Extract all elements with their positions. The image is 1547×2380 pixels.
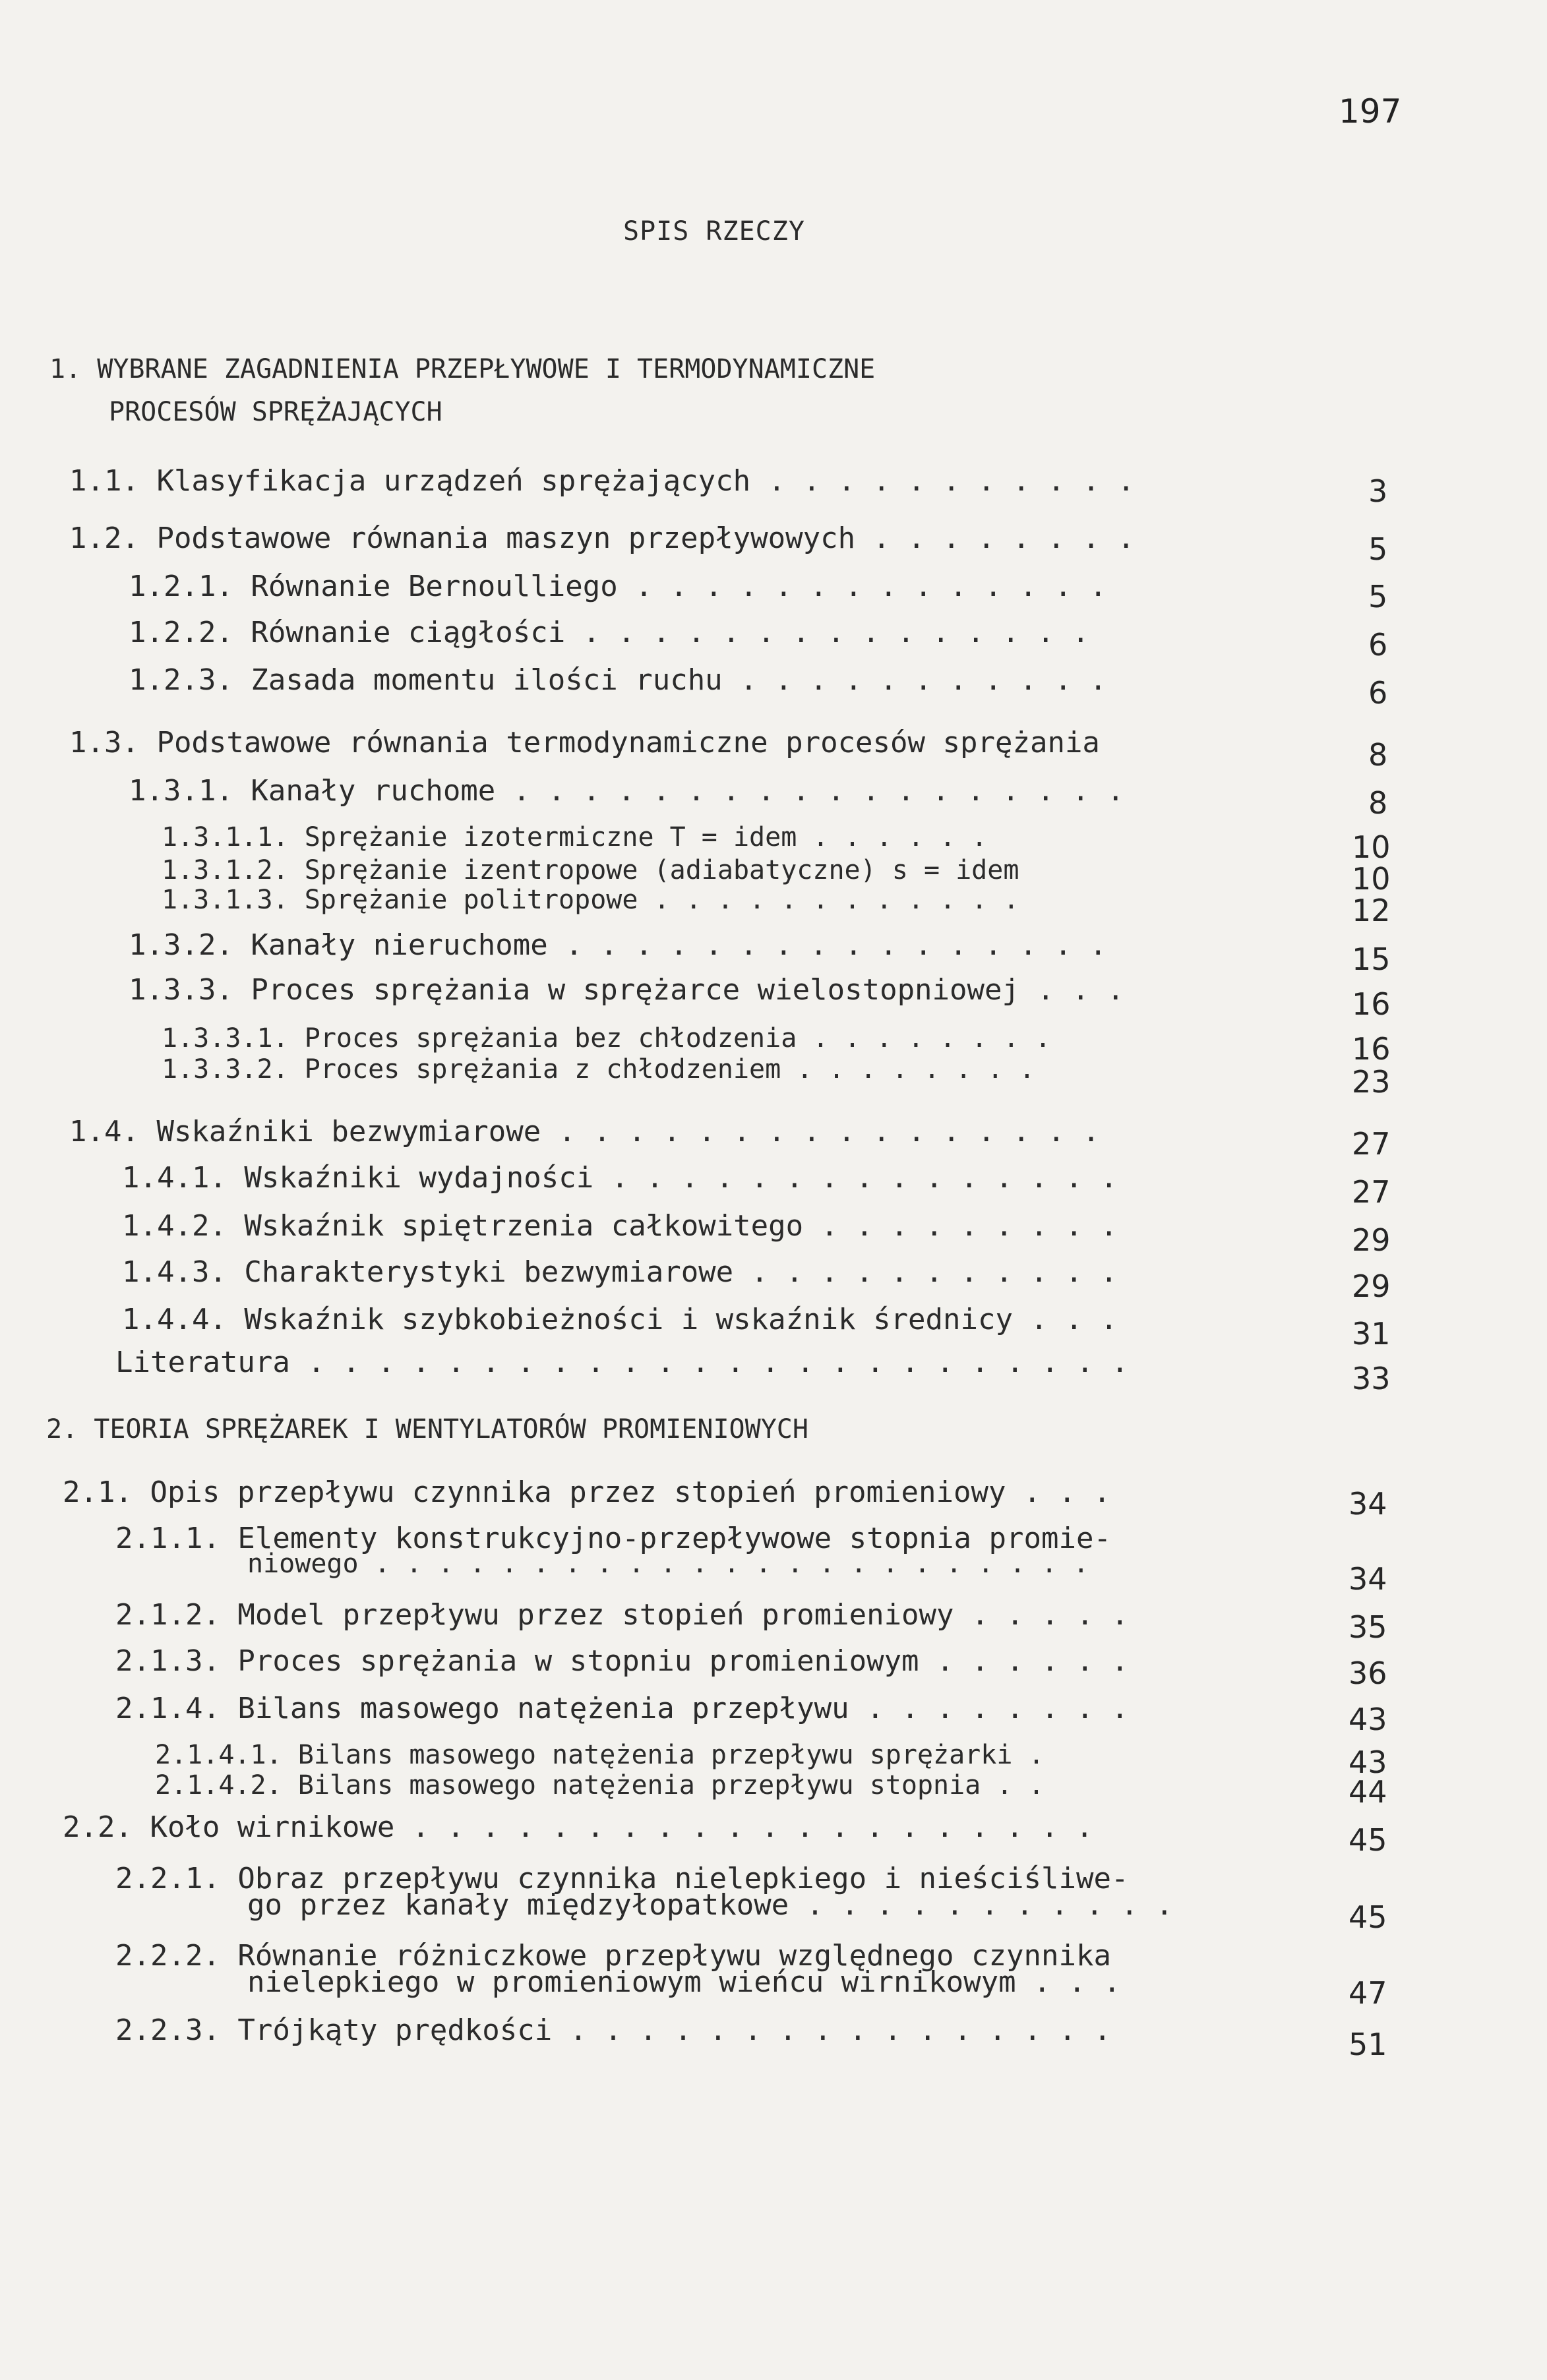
toc-entry: 1.4.3. Charakterystyki bezwymiarowe . . . . . . . . . . . bbox=[122, 1255, 1118, 1289]
toc-entry: 2.1.4.2. Bilans masowego natężenia przepływu stopnia . . bbox=[155, 1770, 1045, 1800]
page-number: 197 bbox=[1339, 92, 1402, 131]
toc-entry: 1.4.2. Wskaźnik spiętrzenia całkowitego . . . . . . . . . bbox=[122, 1209, 1118, 1243]
toc-entry: 1.2.3. Zasada momentu ilości ruchu . . . . . . . . . . . bbox=[129, 663, 1107, 697]
toc-entry: 2.1.3. Proces sprężania w stopniu promieniowym . . . . . . bbox=[115, 1644, 1129, 1678]
toc-page-number: 6 bbox=[1368, 627, 1388, 663]
toc-page-number: 16 bbox=[1352, 986, 1391, 1022]
toc-entry: 1.3.1.3. Sprężanie politropowe . . . . . . . . . . . . bbox=[162, 885, 1019, 915]
toc-entry: 1.2.1. Równanie Bernoulliego . . . . . . . . . . . . . . bbox=[129, 570, 1107, 603]
toc-entry-continued: niowego . . . . . . . . . . . . . . . . . . . . . . . bbox=[247, 1549, 1089, 1579]
toc-entry: 1.3.3.2. Proces sprężania z chłodzeniem . . . . . . . . bbox=[162, 1054, 1035, 1085]
toc-entry: 2.1.4. Bilans masowego natężenia przepływu . . . . . . . . bbox=[115, 1692, 1129, 1725]
toc-page-number: 45 bbox=[1349, 1899, 1387, 1935]
toc-page-number: 3 bbox=[1368, 473, 1388, 509]
toc-page-number: 31 bbox=[1352, 1316, 1391, 1352]
chapter-heading: 2. TEORIA SPRĘŻAREK I WENTYLATORÓW PROMIENIOWYCH bbox=[46, 1414, 808, 1444]
toc-page-number: 34 bbox=[1349, 1561, 1387, 1597]
chapter-heading-continued: PROCESÓW SPRĘŻAJĄCYCH bbox=[109, 397, 442, 427]
toc-entry: 1.2.2. Równanie ciągłości . . . . . . . . . . . . . . . bbox=[129, 616, 1089, 649]
toc-page-number: 5 bbox=[1368, 531, 1388, 567]
toc-page-number: 29 bbox=[1352, 1268, 1391, 1304]
toc-page-number: 15 bbox=[1352, 941, 1391, 977]
toc-entry: 1.3.1.1. Sprężanie izotermiczne T = idem . . . . . . bbox=[162, 822, 988, 852]
toc-page-number: 27 bbox=[1352, 1126, 1391, 1162]
toc-page-number: 34 bbox=[1349, 1486, 1387, 1522]
toc-page-number: 43 bbox=[1349, 1702, 1387, 1737]
toc-page-number: 5 bbox=[1368, 579, 1388, 614]
toc-entry: Literatura . . . . . . . . . . . . . . . . . . . . . . . . bbox=[115, 1346, 1129, 1379]
toc-page-number: 47 bbox=[1349, 1975, 1387, 2011]
toc-page-number: 12 bbox=[1352, 893, 1391, 928]
chapter-heading: 1. WYBRANE ZAGADNIENIA PRZEPŁYWOWE I TERMODYNAMICZNE bbox=[49, 354, 876, 384]
toc-entry: 1.3.1.2. Sprężanie izentropowe (adiabatyczne) s = idem bbox=[162, 855, 1019, 885]
toc-entry: 1.4.1. Wskaźniki wydajności . . . . . . . . . . . . . . . bbox=[122, 1161, 1118, 1195]
toc-page-number: 36 bbox=[1349, 1655, 1387, 1691]
toc-page-number: 33 bbox=[1352, 1361, 1391, 1396]
toc-page-number: 44 bbox=[1349, 1774, 1387, 1810]
toc-page-number: 27 bbox=[1352, 1174, 1391, 1210]
toc-page-number: 43 bbox=[1349, 1744, 1387, 1780]
toc-page-number: 35 bbox=[1349, 1609, 1387, 1645]
toc-page-number: 10 bbox=[1352, 829, 1391, 865]
toc-page-number: 6 bbox=[1368, 675, 1388, 711]
toc-entry: 1.3.3.1. Proces sprężania bez chłodzenia . . . . . . . . bbox=[162, 1023, 1051, 1054]
toc-page-number: 29 bbox=[1352, 1222, 1391, 1258]
page-title: SPIS RZECZY bbox=[623, 216, 805, 247]
toc-page-number: 8 bbox=[1368, 785, 1388, 821]
toc-page-number: 23 bbox=[1352, 1064, 1391, 1100]
toc-entry: 1.3.1. Kanały ruchome . . . . . . . . . . . . . . . . . . bbox=[129, 774, 1124, 808]
toc-entry: 1.3. Podstawowe równania termodynamiczne procesów sprężania bbox=[69, 726, 1100, 759]
toc-entry: 2.2. Koło wirnikowe . . . . . . . . . . . . . . . . . . . . bbox=[63, 1810, 1093, 1844]
toc-entry: 2.2.1. Obraz przepływu czynnika nielepkiego i nieściśliwe- bbox=[115, 1862, 1129, 1895]
toc-entry: 2.2.3. Trójkąty prędkości . . . . . . . . . . . . . . . . bbox=[115, 2013, 1111, 2047]
toc-entry: 1.3.3. Proces sprężania w sprężarce wielostopniowej . . . bbox=[129, 973, 1124, 1007]
toc-page-number: 16 bbox=[1352, 1031, 1391, 1067]
toc-entry: 2.1.1. Elementy konstrukcyjno-przepływowe stopnia promie- bbox=[115, 1522, 1111, 1555]
toc-page-number: 51 bbox=[1349, 2027, 1387, 2062]
toc-entry: 1.3.2. Kanały nieruchome . . . . . . . . . . . . . . . . bbox=[129, 928, 1107, 962]
toc-entry: 2.2.2. Równanie różniczkowe przepływu względnego czynnika bbox=[115, 1939, 1111, 1973]
toc-entry: 1.1. Klasyfikacja urządzeń sprężających . . . . . . . . . . . bbox=[69, 464, 1135, 498]
toc-page-number: 10 bbox=[1352, 861, 1391, 897]
toc-entry: 1.4. Wskaźniki bezwymiarowe . . . . . . . . . . . . . . . . bbox=[69, 1115, 1100, 1148]
toc-entry-continued: go przez kanały międzyłopatkowe . . . . . . . . . . . bbox=[247, 1888, 1173, 1922]
toc-entry: 2.1.4.1. Bilans masowego natężenia przepływu sprężarki . bbox=[155, 1740, 1045, 1770]
toc-page-number: 8 bbox=[1368, 737, 1388, 773]
toc-entry: 2.1.2. Model przepływu przez stopień promieniowy . . . . . bbox=[115, 1598, 1129, 1632]
toc-entry: 2.1. Opis przepływu czynnika przez stopień promieniowy . . . bbox=[63, 1475, 1111, 1509]
toc-page-number: 45 bbox=[1349, 1822, 1387, 1858]
toc-entry-continued: nielepkiego w promieniowym wieńcu wirnikowym . . . bbox=[247, 1965, 1121, 1999]
toc-entry: 1.4.4. Wskaźnik szybkobieżności i wskaźnik średnicy . . . bbox=[122, 1303, 1118, 1336]
toc-entry: 1.2. Podstawowe równania maszyn przepływowych . . . . . . . . bbox=[69, 521, 1135, 555]
